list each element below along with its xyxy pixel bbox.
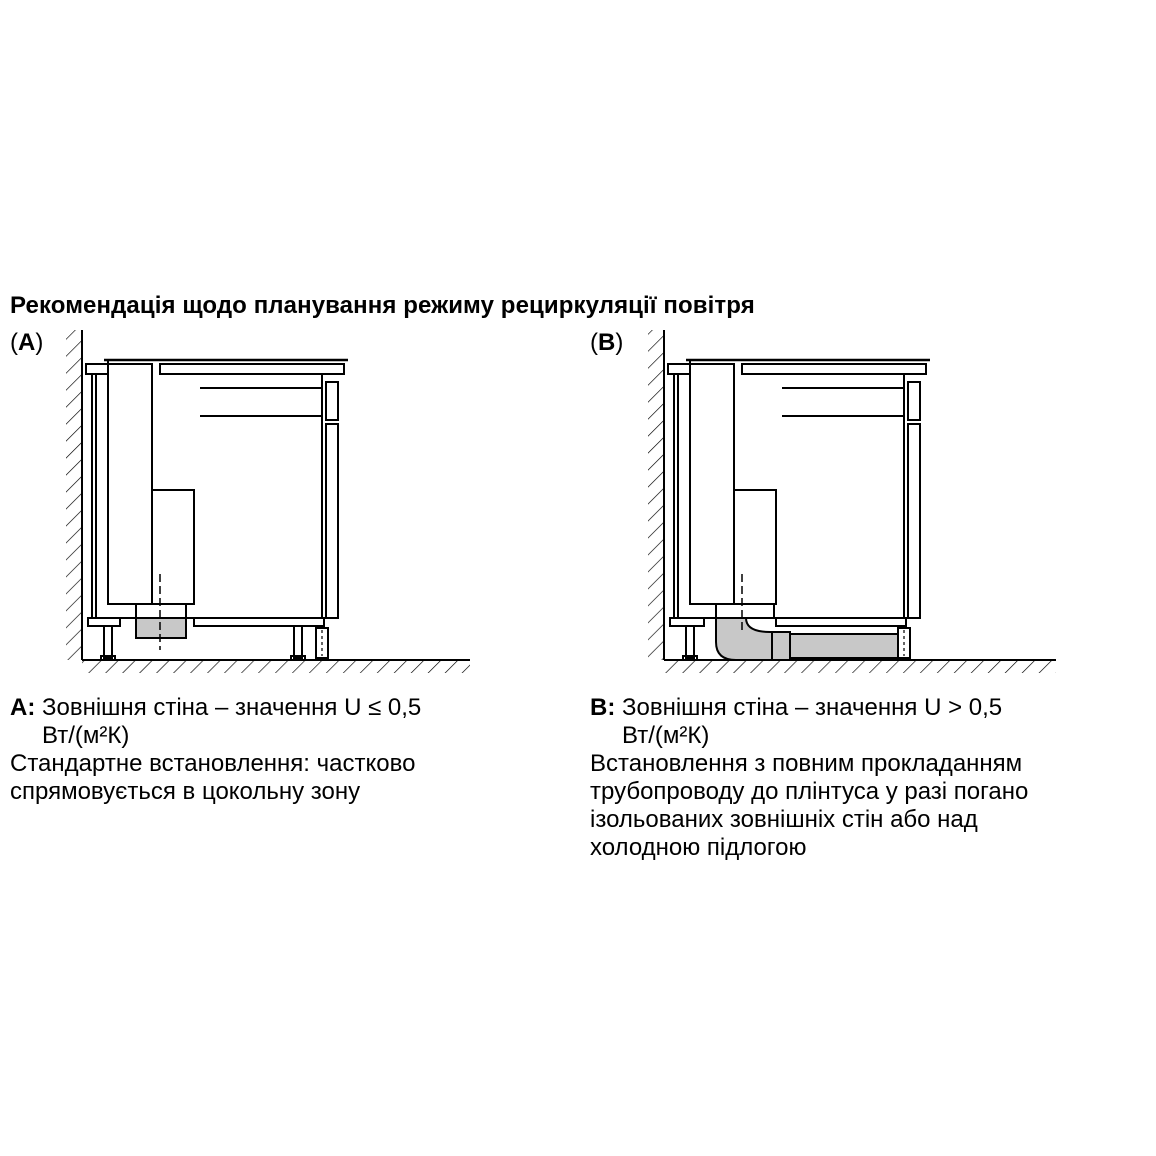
duct-connector-b: [772, 632, 790, 660]
panel-label-a: (A): [10, 329, 44, 356]
plinth-shelf-left-a: [88, 618, 120, 626]
floor-hatch-a: [82, 661, 470, 673]
motor-box-a: [152, 490, 194, 604]
worktop-left-b: [668, 364, 690, 374]
caption-b-line-6: холодною підлогою: [590, 834, 807, 861]
caption-a-row-1: [10, 694, 421, 722]
floor-hatch-b: [664, 661, 1056, 673]
drawer-front-b: [908, 382, 920, 420]
caption-a-line-2: Вт/(м²К): [42, 722, 130, 749]
caption-b-line-5: ізольованих зовнішніх стін або над: [590, 806, 978, 833]
caption-b-line-2: Вт/(м²К): [622, 722, 710, 749]
drawer-front-a: [326, 382, 338, 420]
leg-left-a: [104, 626, 112, 658]
wall-hatch-a: [66, 330, 82, 660]
plinth-shelf-right-a: [194, 618, 324, 626]
caption-b-row-1: [590, 694, 1028, 722]
caption-b-line-3: Встановлення з повним прокладанням: [590, 750, 1023, 777]
caption-a-line-1: Зовнішня стіна – значення U ≤ 0,5: [42, 694, 422, 721]
panel-label-b: (B): [590, 329, 624, 356]
installation-diagrams: [0, 320, 1156, 680]
door-front-b: [908, 424, 920, 618]
panel-letter-b: B: [598, 329, 616, 356]
leg-right-a: [294, 626, 302, 658]
worktop-right-a: [160, 364, 344, 374]
diagram-b: [648, 330, 1056, 673]
worktop-left-a: [86, 364, 108, 374]
caption-b: [590, 694, 1028, 862]
plinth-shelf-right-b: [776, 618, 906, 626]
leg-left-b: [686, 626, 694, 658]
door-front-a: [326, 424, 338, 618]
page-title: Рекомендація щодо планування режиму рециркуляції повітря: [10, 292, 755, 319]
caption-b-line-1: Зовнішня стіна – значення U > 0,5: [622, 694, 1003, 721]
outlet-collar-b: [716, 604, 774, 618]
outlet-collar-a: [136, 604, 186, 618]
duct-elbow-b: [716, 618, 772, 660]
motor-box-b: [734, 490, 776, 604]
caption-a-line-4: спрямовується в цокольну зону: [10, 778, 361, 805]
plinth-shelf-left-b: [670, 618, 704, 626]
caption-b-key: B:: [590, 694, 616, 721]
wall-hatch-b: [648, 330, 664, 660]
diagram-a: [66, 330, 470, 673]
panel-letter-a: A: [18, 329, 36, 356]
worktop-right-b: [742, 364, 926, 374]
plinth-outlet-a: [136, 618, 186, 638]
downdraft-unit-b: [690, 364, 734, 604]
caption-b-line-4: трубопроводу до плінтуса у разі погано: [590, 778, 1029, 805]
caption-a-line-3: Стандартне встановлення: частково: [10, 750, 416, 777]
flat-duct-b: [790, 634, 898, 658]
caption-a-key: A:: [10, 694, 36, 721]
caption-a: [10, 694, 421, 806]
downdraft-unit-a: [108, 364, 152, 604]
